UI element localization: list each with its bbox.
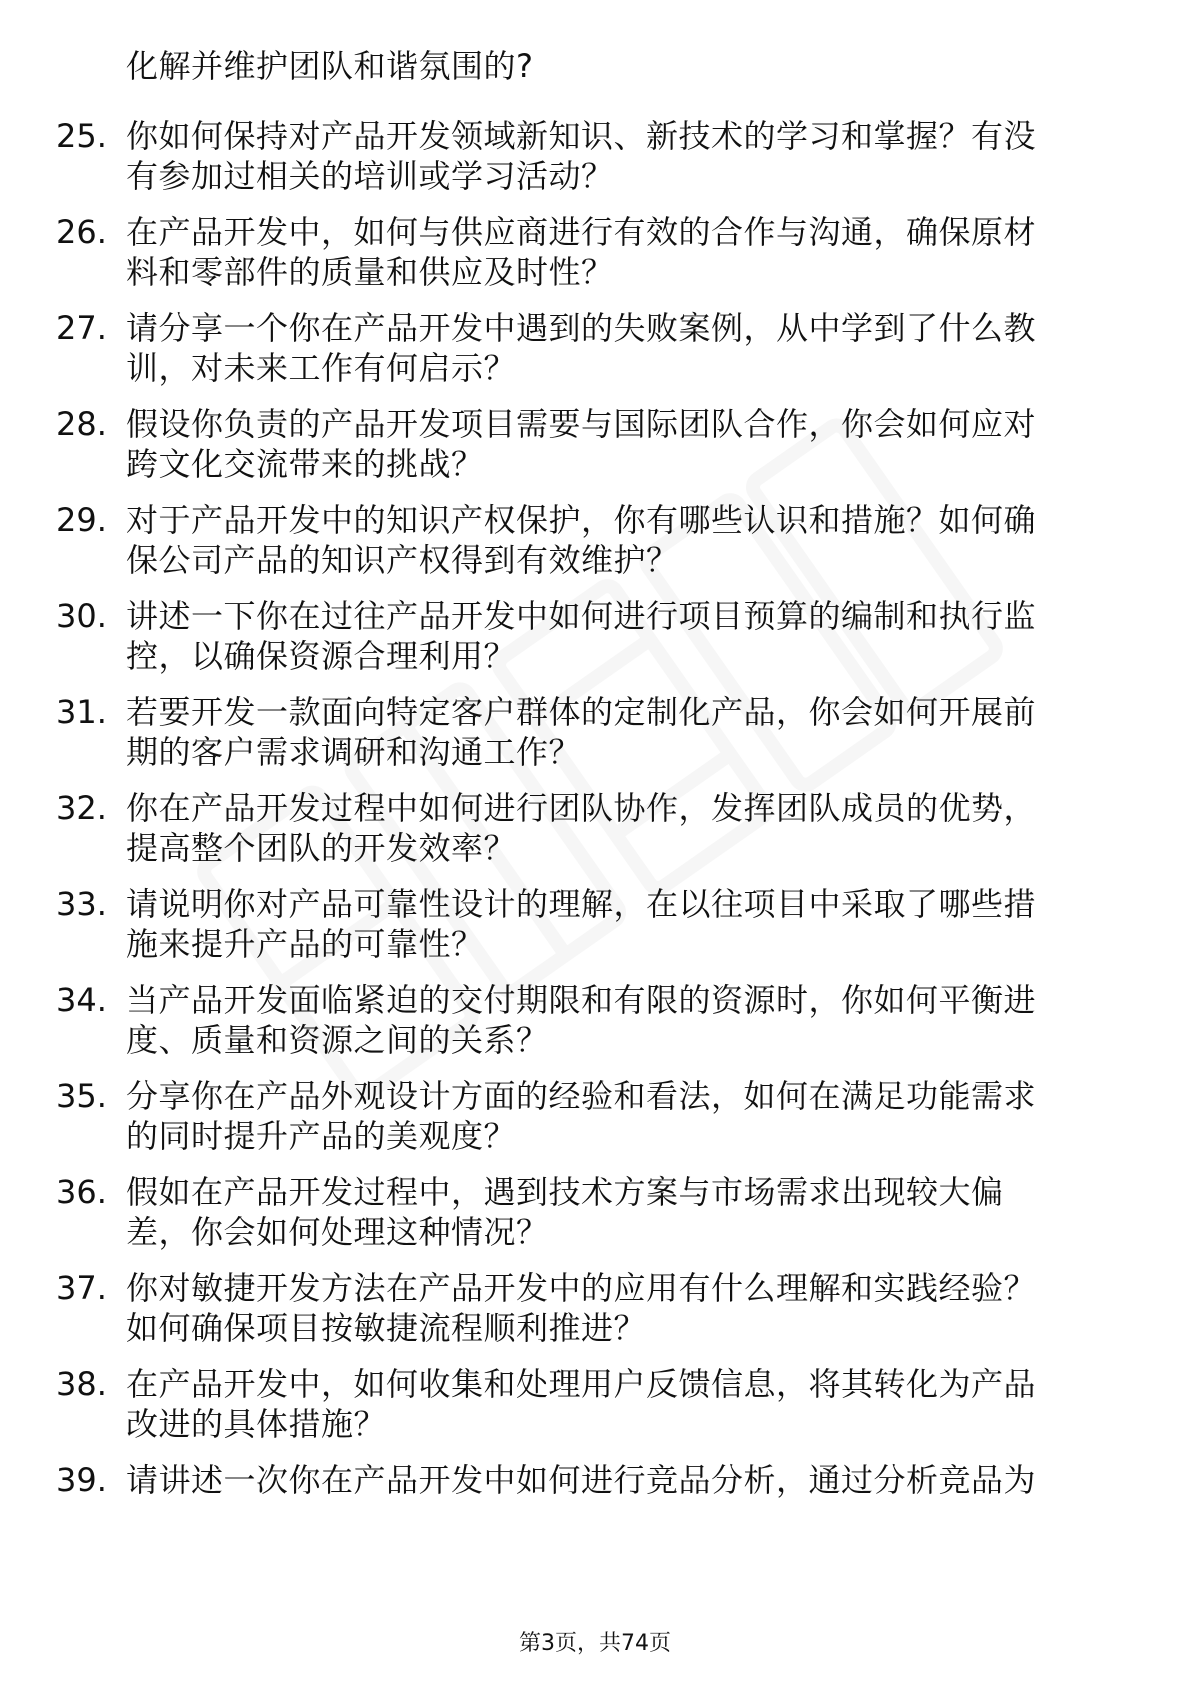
question-number: 33.	[56, 885, 107, 923]
question-line: 训，对未来工作有何启示？	[126, 349, 517, 387]
question-number: 36.	[56, 1173, 107, 1211]
question-number: 27.	[56, 309, 107, 347]
question-number: 30.	[56, 597, 107, 635]
question-number: 37.	[56, 1269, 107, 1307]
question-line: 分享你在产品外观设计方面的经验和看法，如何在满足功能需求	[126, 1077, 1037, 1115]
question-line: 你在产品开发过程中如何进行团队协作，发挥团队成员的优势，	[126, 789, 1037, 827]
question-item	[56, 1172, 1136, 1252]
question-number: 26.	[56, 213, 107, 251]
question-line: 当产品开发面临紧迫的交付期限和有限的资源时，你如何平衡进	[126, 981, 1037, 1019]
question-line: 施来提升产品的可靠性？	[126, 925, 484, 963]
question-line: 期的客户需求调研和沟通工作？	[126, 733, 582, 771]
question-text	[126, 1268, 1136, 1348]
question-item	[56, 692, 1136, 772]
question-text	[126, 788, 1136, 868]
question-number: 31.	[56, 693, 107, 731]
question-line: 在产品开发中，如何收集和处理用户反馈信息，将其转化为产品	[126, 1365, 1037, 1403]
question-line: 控，以确保资源合理利用？	[126, 637, 517, 675]
question-item	[56, 884, 1136, 964]
question-item	[56, 116, 1136, 196]
question-item	[56, 788, 1136, 868]
question-item	[56, 1460, 1136, 1540]
question-line: 请讲述一次你在产品开发中如何进行竞品分析，通过分析竞品为	[126, 1461, 1037, 1499]
question-number: 38.	[56, 1365, 107, 1403]
question-line: 若要开发一款面向特定客户群体的定制化产品，你会如何开展前	[126, 693, 1037, 731]
question-line: 有参加过相关的培训或学习活动？	[126, 157, 614, 195]
question-line: 讲述一下你在过往产品开发中如何进行项目预算的编制和执行监	[126, 597, 1037, 635]
question-item	[56, 1268, 1136, 1348]
question-line: 对于产品开发中的知识产权保护，你有哪些认识和措施？如何确	[126, 501, 1037, 539]
question-text	[126, 116, 1136, 196]
question-text	[126, 1076, 1136, 1156]
question-line: 的同时提升产品的美观度？	[126, 1117, 517, 1155]
question-number: 29.	[56, 501, 107, 539]
question-line: 度、质量和资源之间的关系？	[126, 1021, 549, 1059]
question-number: 34.	[56, 981, 107, 1019]
question-text	[126, 1364, 1136, 1444]
question-line: 差，你会如何处理这种情况？	[126, 1213, 549, 1251]
question-text	[126, 404, 1136, 484]
question-number: 28.	[56, 405, 107, 443]
question-item	[56, 1364, 1136, 1444]
question-line: 你如何保持对产品开发领域新知识、新技术的学习和掌握？有没	[126, 117, 1037, 155]
question-number: 39.	[56, 1461, 107, 1499]
question-item	[56, 500, 1136, 580]
question-text	[126, 500, 1136, 580]
question-number: 32.	[56, 789, 107, 827]
question-line: 请分享一个你在产品开发中遇到的失败案例，从中学到了什么教	[126, 309, 1037, 347]
question-line: 在产品开发中，如何与供应商进行有效的合作与沟通，确保原材	[126, 213, 1037, 251]
question-text	[126, 308, 1136, 388]
continued-question-text: 化解并维护团队和谐氛围的?	[126, 47, 534, 85]
question-list	[56, 116, 1136, 1556]
page-footer: 第3页，共74页	[519, 1631, 671, 1656]
question-line: 请说明你对产品可靠性设计的理解，在以往项目中采取了哪些措	[126, 885, 1037, 923]
question-line: 如何确保项目按敏捷流程顺利推进？	[126, 1309, 647, 1347]
question-text	[126, 980, 1136, 1060]
question-text	[126, 1172, 1136, 1252]
question-line: 料和零部件的质量和供应及时性？	[126, 253, 614, 291]
question-text	[126, 212, 1136, 292]
question-item	[56, 980, 1136, 1060]
question-item	[56, 308, 1136, 388]
question-text	[126, 1460, 1136, 1500]
question-line: 你对敏捷开发方法在产品开发中的应用有什么理解和实践经验？	[126, 1269, 1037, 1307]
question-text	[126, 884, 1136, 964]
question-item	[56, 212, 1136, 292]
question-item	[56, 404, 1136, 484]
question-line: 跨文化交流带来的挑战？	[126, 445, 484, 483]
question-item	[56, 1076, 1136, 1156]
question-text	[126, 596, 1136, 676]
question-line: 提高整个团队的开发效率？	[126, 829, 517, 867]
question-item	[56, 596, 1136, 676]
question-line: 保公司产品的知识产权得到有效维护？	[126, 541, 679, 579]
question-text	[126, 692, 1136, 772]
question-line: 假如在产品开发过程中，遇到技术方案与市场需求出现较大偏	[126, 1173, 1004, 1211]
question-line: 假设你负责的产品开发项目需要与国际团队合作，你会如何应对	[126, 405, 1037, 443]
question-line: 改进的具体措施？	[126, 1405, 387, 1443]
question-number: 35.	[56, 1077, 107, 1115]
question-number: 25.	[56, 117, 107, 155]
